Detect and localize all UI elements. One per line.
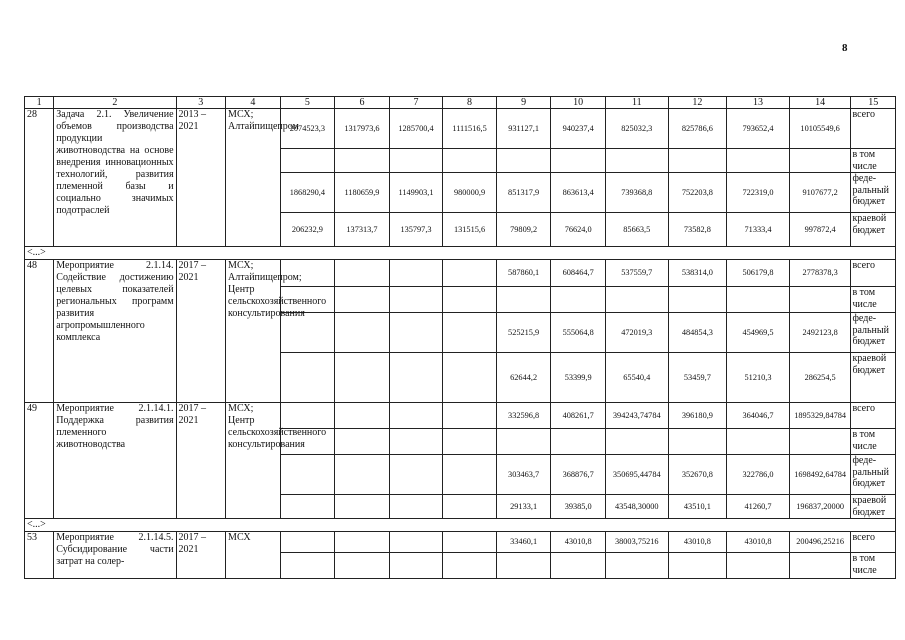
- value-cell: 454969,5: [727, 313, 790, 353]
- row-period: 2017 – 2021: [176, 403, 226, 519]
- value-cell: [496, 553, 551, 579]
- value-cell: [551, 429, 606, 455]
- value-cell: [280, 403, 335, 429]
- column-header: 12: [668, 97, 727, 109]
- value-cell: [443, 455, 497, 495]
- value-cell: [727, 149, 790, 173]
- column-header: 8: [443, 97, 497, 109]
- ellipsis-text: <...>: [25, 247, 896, 260]
- value-cell: [605, 429, 668, 455]
- value-cell: 940237,4: [551, 109, 606, 149]
- value-cell: [443, 353, 497, 403]
- row-executor: МСХ; Центр сельскохозяйственного консультирования: [226, 403, 281, 519]
- value-cell: [389, 429, 443, 455]
- value-cell: [789, 429, 851, 455]
- value-cell: [335, 313, 390, 353]
- value-cell: 43010,8: [727, 532, 790, 553]
- value-cell: [389, 260, 443, 287]
- value-cell: [443, 429, 497, 455]
- value-cell: 408261,7: [551, 403, 606, 429]
- value-cell: [443, 287, 497, 313]
- funding-source-label: в том числе: [851, 287, 896, 313]
- value-cell: [335, 553, 390, 579]
- value-cell: [335, 353, 390, 403]
- column-header: 15: [851, 97, 896, 109]
- value-cell: 1285700,4: [389, 109, 443, 149]
- value-cell: 1149903,1: [389, 173, 443, 213]
- value-cell: [280, 149, 335, 173]
- value-cell: 62644,2: [496, 353, 551, 403]
- value-cell: 722319,0: [727, 173, 790, 213]
- row-number: 49: [25, 403, 54, 519]
- column-header: 7: [389, 97, 443, 109]
- funding-source-label: всего: [851, 260, 896, 287]
- value-cell: [668, 429, 727, 455]
- row-executor: МСХ; Алтайпищепром; Центр сельскохозяйственного консультирования: [226, 260, 281, 403]
- value-cell: [727, 553, 790, 579]
- value-cell: 196837,20000: [789, 495, 851, 519]
- value-cell: 997872,4: [789, 213, 851, 247]
- value-cell: [605, 149, 668, 173]
- page-number: 8: [842, 42, 848, 54]
- value-cell: [668, 149, 727, 173]
- column-header: 10: [551, 97, 606, 109]
- value-cell: [496, 149, 551, 173]
- column-header: 1: [25, 97, 54, 109]
- value-cell: 322786,0: [727, 455, 790, 495]
- value-cell: 1180659,9: [335, 173, 390, 213]
- row-description: Задача 2.1. Увеличение объемов производства продукции животноводства на основе внедрения инновационных технологий, развития племенной базы и социально значимых подотраслей: [54, 109, 176, 247]
- value-cell: [389, 495, 443, 519]
- value-cell: 2074523,3: [280, 109, 335, 149]
- table-row: [25, 109, 896, 149]
- row-description: Мероприятие 2.1.14.5. Субсидирование части затрат на солер-: [54, 532, 176, 579]
- value-cell: 506179,8: [727, 260, 790, 287]
- value-cell: [389, 553, 443, 579]
- value-cell: [280, 553, 335, 579]
- ellipsis-row: [25, 247, 896, 260]
- funding-source-label: феде-ральный бюджет: [851, 313, 896, 353]
- value-cell: 472019,3: [605, 313, 668, 353]
- funding-source-label: краевой бюджет: [851, 353, 896, 403]
- value-cell: 525215,9: [496, 313, 551, 353]
- row-number: 53: [25, 532, 54, 579]
- column-header: 6: [335, 97, 390, 109]
- column-header: 11: [605, 97, 668, 109]
- value-cell: [443, 532, 497, 553]
- ellipsis-text: <...>: [25, 519, 896, 532]
- value-cell: 79809,2: [496, 213, 551, 247]
- value-cell: [443, 260, 497, 287]
- value-cell: 825786,6: [668, 109, 727, 149]
- value-cell: [605, 287, 668, 313]
- row-period: 2017 – 2021: [176, 260, 226, 403]
- row-number: 48: [25, 260, 54, 403]
- funding-source-label: феде-ральный бюджет: [851, 455, 896, 495]
- value-cell: 76624,0: [551, 213, 606, 247]
- value-cell: [280, 495, 335, 519]
- column-header: 2: [54, 97, 176, 109]
- table-row: [25, 532, 896, 553]
- value-cell: 65540,4: [605, 353, 668, 403]
- value-cell: 85663,5: [605, 213, 668, 247]
- value-cell: 394243,74784: [605, 403, 668, 429]
- value-cell: 752203,8: [668, 173, 727, 213]
- value-cell: [551, 287, 606, 313]
- value-cell: [389, 149, 443, 173]
- funding-source-label: феде-ральный бюджет: [851, 173, 896, 213]
- value-cell: [280, 455, 335, 495]
- value-cell: 1895329,84784: [789, 403, 851, 429]
- value-cell: 825032,3: [605, 109, 668, 149]
- value-cell: [789, 149, 851, 173]
- funding-source-label: всего: [851, 532, 896, 553]
- value-cell: 1317973,6: [335, 109, 390, 149]
- value-cell: [389, 532, 443, 553]
- value-cell: 137313,7: [335, 213, 390, 247]
- value-cell: [496, 287, 551, 313]
- value-cell: [789, 287, 851, 313]
- funding-source-label: в том числе: [851, 553, 896, 579]
- column-header: 3: [176, 97, 226, 109]
- value-cell: 364046,7: [727, 403, 790, 429]
- budget-table: [24, 96, 896, 579]
- value-cell: 286254,5: [789, 353, 851, 403]
- row-period: 2017 – 2021: [176, 532, 226, 579]
- value-cell: 851317,9: [496, 173, 551, 213]
- value-cell: [280, 353, 335, 403]
- value-cell: 537559,7: [605, 260, 668, 287]
- value-cell: 71333,4: [727, 213, 790, 247]
- funding-source-label: краевой бюджет: [851, 213, 896, 247]
- value-cell: 555064,8: [551, 313, 606, 353]
- value-cell: 43010,8: [551, 532, 606, 553]
- value-cell: 931127,1: [496, 109, 551, 149]
- value-cell: [443, 313, 497, 353]
- value-cell: 538314,0: [668, 260, 727, 287]
- value-cell: 2778378,3: [789, 260, 851, 287]
- value-cell: 131515,6: [443, 213, 497, 247]
- column-header: 4: [226, 97, 281, 109]
- value-cell: 980000,9: [443, 173, 497, 213]
- column-header: 9: [496, 97, 551, 109]
- value-cell: 39385,0: [551, 495, 606, 519]
- value-cell: [496, 429, 551, 455]
- value-cell: [605, 553, 668, 579]
- value-cell: 396180,9: [668, 403, 727, 429]
- value-cell: 739368,8: [605, 173, 668, 213]
- value-cell: 51210,3: [727, 353, 790, 403]
- value-cell: 33460,1: [496, 532, 551, 553]
- value-cell: 135797,3: [389, 213, 443, 247]
- value-cell: 368876,7: [551, 455, 606, 495]
- value-cell: 206232,9: [280, 213, 335, 247]
- row-executor: МСХ: [226, 532, 281, 579]
- value-cell: [389, 313, 443, 353]
- value-cell: 1111516,5: [443, 109, 497, 149]
- value-cell: [727, 429, 790, 455]
- column-header: 13: [727, 97, 790, 109]
- value-cell: 200496,25216: [789, 532, 851, 553]
- value-cell: [727, 287, 790, 313]
- value-cell: [335, 260, 390, 287]
- value-cell: [335, 149, 390, 173]
- funding-source-label: краевой бюджет: [851, 495, 896, 519]
- value-cell: [335, 455, 390, 495]
- table-row: [25, 260, 896, 287]
- funding-source-label: всего: [851, 403, 896, 429]
- value-cell: 73582,8: [668, 213, 727, 247]
- value-cell: 41260,7: [727, 495, 790, 519]
- value-cell: 53459,7: [668, 353, 727, 403]
- value-cell: 43548,30000: [605, 495, 668, 519]
- funding-source-label: в том числе: [851, 149, 896, 173]
- value-cell: [668, 553, 727, 579]
- value-cell: 53399,9: [551, 353, 606, 403]
- value-cell: 352670,8: [668, 455, 727, 495]
- value-cell: 350695,44784: [605, 455, 668, 495]
- value-cell: 9107677,2: [789, 173, 851, 213]
- column-header: 5: [280, 97, 335, 109]
- value-cell: 43010,8: [668, 532, 727, 553]
- value-cell: [335, 495, 390, 519]
- value-cell: [280, 532, 335, 553]
- ellipsis-row: [25, 519, 896, 532]
- value-cell: [551, 553, 606, 579]
- value-cell: 10105549,6: [789, 109, 851, 149]
- value-cell: [389, 353, 443, 403]
- value-cell: 332596,8: [496, 403, 551, 429]
- value-cell: [443, 149, 497, 173]
- value-cell: [443, 403, 497, 429]
- value-cell: [389, 403, 443, 429]
- value-cell: [335, 532, 390, 553]
- value-cell: 29133,1: [496, 495, 551, 519]
- funding-source-label: в том числе: [851, 429, 896, 455]
- row-period: 2013 – 2021: [176, 109, 226, 247]
- value-cell: 587860,1: [496, 260, 551, 287]
- table-row: [25, 403, 896, 429]
- row-description: Мероприятие 2.1.14. Содействие достижению целевых показателей региональных программ развития агропромышленного комплекса: [54, 260, 176, 403]
- row-description: Мероприятие 2.1.14.1. Поддержка развития племенного животноводства: [54, 403, 176, 519]
- row-number: 28: [25, 109, 54, 247]
- value-cell: 608464,7: [551, 260, 606, 287]
- value-cell: 38003,75216: [605, 532, 668, 553]
- value-cell: [389, 455, 443, 495]
- value-cell: 863613,4: [551, 173, 606, 213]
- value-cell: [443, 553, 497, 579]
- value-cell: 303463,7: [496, 455, 551, 495]
- value-cell: 1868290,4: [280, 173, 335, 213]
- value-cell: 793652,4: [727, 109, 790, 149]
- table-header-row: [25, 97, 896, 109]
- column-header: 14: [789, 97, 851, 109]
- value-cell: [335, 429, 390, 455]
- value-cell: [335, 403, 390, 429]
- funding-source-label: всего: [851, 109, 896, 149]
- row-executor: МСХ; Алтайпищепром: [226, 109, 281, 247]
- value-cell: 484854,3: [668, 313, 727, 353]
- value-cell: [668, 287, 727, 313]
- value-cell: [335, 287, 390, 313]
- value-cell: [389, 287, 443, 313]
- value-cell: [789, 553, 851, 579]
- value-cell: [551, 149, 606, 173]
- value-cell: [443, 495, 497, 519]
- value-cell: 2492123,8: [789, 313, 851, 353]
- value-cell: 1698492,64784: [789, 455, 851, 495]
- value-cell: 43510,1: [668, 495, 727, 519]
